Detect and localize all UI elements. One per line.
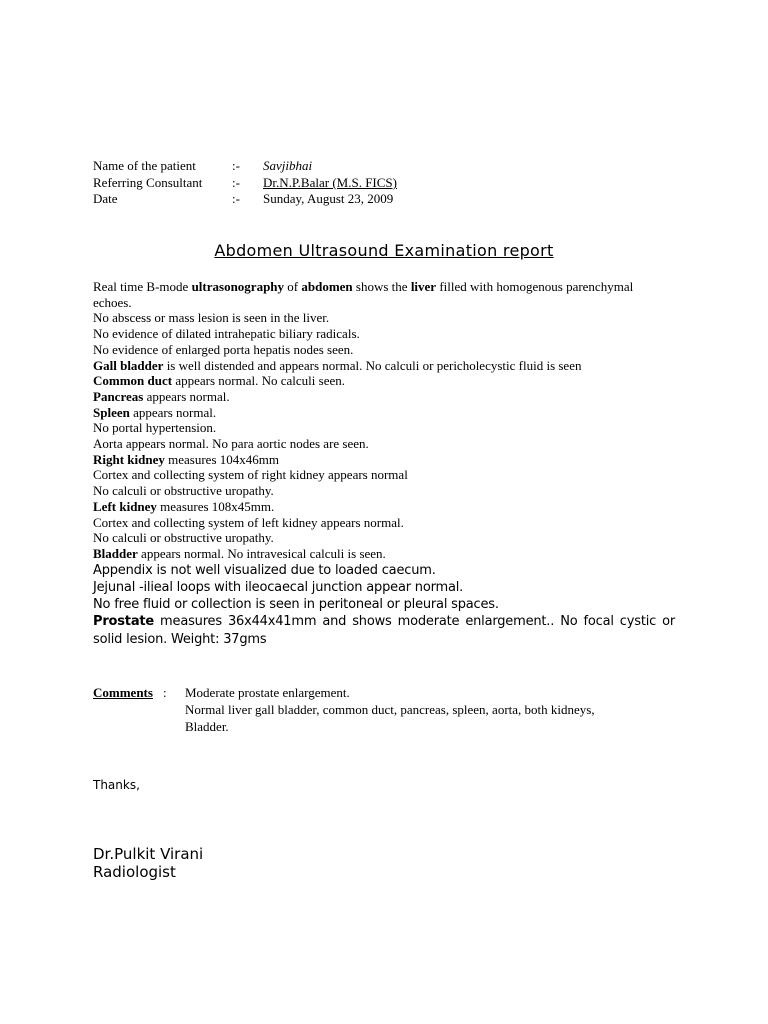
finding-jejunal-loops: Jejunal -ilieal loops with ileocaecal junction appear normal. bbox=[93, 579, 464, 595]
patient-name-value: Savjibhai bbox=[263, 158, 313, 173]
comment-line: Bladder. bbox=[185, 719, 229, 734]
findings-section bbox=[93, 279, 675, 649]
comment-line: Normal liver gall bladder, common duct, pancreas, spleen, aorta, both kidneys, bbox=[185, 702, 595, 717]
finding-appendix: Appendix is not well visualized due to loaded caecum. bbox=[93, 562, 436, 578]
finding-line: No calculi or obstructive uropathy. bbox=[93, 483, 274, 499]
consultant-value: Dr.N.P.Balar (M.S. FICS) bbox=[263, 175, 397, 190]
date-label: Date bbox=[93, 191, 118, 206]
patient-name-label: Name of the patient bbox=[93, 158, 196, 173]
finding-line: No evidence of dilated intrahepatic biliary radicals. bbox=[93, 326, 360, 342]
comments-colon: : bbox=[163, 685, 167, 700]
finding-line: No calculi or obstructive uropathy. bbox=[93, 530, 274, 546]
finding-spleen: Spleen appears normal. bbox=[93, 404, 217, 420]
finding-free-fluid: No free fluid or collection is seen in peritoneal or pleural spaces. bbox=[93, 596, 499, 612]
finding-common-duct: Common duct appears normal. No calculi seen. bbox=[93, 373, 345, 389]
finding-pancreas: Pancreas appears normal. bbox=[93, 388, 230, 404]
doctor-role: Radiologist bbox=[93, 863, 176, 881]
date-separator: :- bbox=[232, 191, 240, 206]
consultant-separator: :- bbox=[232, 175, 240, 190]
comment-line: Moderate prostate enlargement. bbox=[185, 685, 350, 700]
signature-block bbox=[93, 845, 203, 881]
patient-name-separator: :- bbox=[232, 158, 240, 173]
consultant-label: Referring Consultant bbox=[93, 175, 203, 190]
comments-label: Comments bbox=[93, 685, 153, 700]
finding-left-kidney: Left kidney measures 108x45mm. bbox=[93, 498, 275, 514]
findings-intro-continued: echoes. bbox=[93, 294, 132, 310]
finding-prostate: Prostate measures 36x44x41mm and shows moderate enlargement.. No focal cystic or solid lesion. Weight: 37gms bbox=[93, 613, 675, 647]
finding-line: Cortex and collecting system of right kidney appears normal bbox=[93, 467, 408, 483]
finding-right-kidney: Right kidney measures 104x46mm bbox=[93, 451, 279, 467]
report-title: Abdomen Ultrasound Examination report bbox=[214, 241, 554, 260]
finding-line: No abscess or mass lesion is seen in the liver. bbox=[93, 310, 330, 326]
findings-intro: Real time B-mode ultrasonography of abdomen shows the liver filled with homogenous parenchymal bbox=[93, 279, 634, 294]
finding-line: No portal hypertension. bbox=[93, 420, 217, 436]
finding-bladder: Bladder appears normal. No intravesical calculi is seen. bbox=[93, 545, 386, 561]
finding-line: Cortex and collecting system of left kidney appears normal. bbox=[93, 514, 404, 530]
finding-line: Aorta appears normal. No para aortic nodes are seen. bbox=[93, 436, 369, 452]
finding-line: No evidence of enlarged porta hepatis nodes seen. bbox=[93, 341, 354, 357]
doctor-name: Dr.Pulkit Virani bbox=[93, 845, 204, 863]
comments-text bbox=[185, 684, 595, 735]
date-value: Sunday, August 23, 2009 bbox=[263, 191, 394, 206]
finding-gall-bladder: Gall bladder is well distended and appears normal. No calculi or pericholecystic fluid is seen bbox=[93, 357, 582, 373]
thanks-text: Thanks, bbox=[93, 778, 140, 792]
